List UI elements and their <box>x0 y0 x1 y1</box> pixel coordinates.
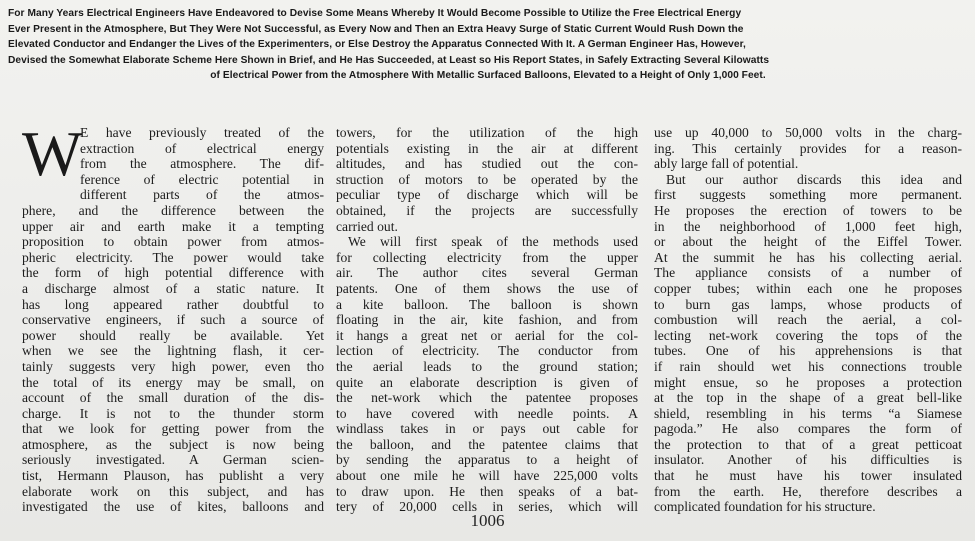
text-line: when we see the lightning flash, it cer- <box>22 343 324 359</box>
text-line: floating in the air, kite fashion, and from <box>336 312 638 328</box>
text-line: the protection to that of a great petticoat <box>654 436 962 452</box>
text-line: tery of 20,000 cells in series, which will <box>336 499 638 515</box>
text-line: ference of electric potential in <box>80 171 324 187</box>
text-line: E have previously treated of the <box>80 125 324 140</box>
text-line: carried out. <box>336 218 398 234</box>
text-line: to burn gas lamps, whose products of <box>654 296 962 312</box>
text-line: ing. This certainly provides for a reason- <box>654 140 962 156</box>
text-line: the total of its energy may be small, on <box>22 374 324 390</box>
text-line: the form of high potential difference with <box>22 265 324 281</box>
text-line: obtained, if the projects are successfully <box>336 202 638 218</box>
text-line: proposition to obtain power from atmos- <box>22 234 324 250</box>
text-line: has long appeared rather doubtful to <box>22 296 324 312</box>
text-line: combustion will reach the aerial, a col- <box>654 312 962 328</box>
text-line: the aerial leads to the ground station; <box>336 358 638 374</box>
page-number: 1006 <box>470 511 505 530</box>
text-line: to have covered with needle points. A <box>336 405 638 421</box>
text-line: But our author discards this idea and <box>666 171 962 187</box>
text-line: altitudes, and has studied out the con- <box>336 156 638 172</box>
text-line: air. The author cites several German <box>336 265 638 281</box>
text-line: power should really be available. Yet <box>22 327 324 343</box>
text-line: pheric electricity. The power would take <box>22 249 324 265</box>
text-line: lecting net-work covering the tops of the <box>654 327 962 343</box>
text-line: phere, and the difference between the <box>22 202 324 218</box>
text-line: the net-work which the patentee proposes <box>336 390 638 406</box>
text-line: that he must have his tower insulated <box>654 468 962 484</box>
text-line: lection of electricity. The conductor from <box>336 343 638 359</box>
text-line: pagoda.” He also compares the form of <box>654 421 962 437</box>
text-line: a kite balloon. The balloon is shown <box>336 296 638 312</box>
text-line: ably large fall of potential. <box>654 156 799 172</box>
text-line: seriously investigated. A German scien- <box>22 452 324 468</box>
text-line: investigated the use of kites, balloons and <box>22 499 324 515</box>
text-line: windlass takes in or pays out cable for <box>336 421 638 437</box>
text-line: from the atmosphere. The dif- <box>80 156 324 172</box>
text-line: in the neighborhood of 1,000 feet high, <box>654 218 962 234</box>
text-line: tubes. One of his apprehensions is that <box>654 343 962 359</box>
header-line: of Electrical Power from the Atmosphere With Metallic Surfaced Balloons, Elevated to a Height of Only 1,000 Feet. <box>210 70 766 81</box>
header-line: For Many Years Electrical Engineers Have Endeavored to Devise Some Means Whereby It Would Become Possible to Utilize the Free Electrical Energy <box>8 8 742 19</box>
text-line: it hangs a great net or aerial for the col- <box>336 327 638 343</box>
text-line: extraction of electrical energy <box>80 140 324 156</box>
text-line: might ensue, so he proposes a protection <box>654 374 962 390</box>
text-line: We will first speak of the methods used <box>348 234 638 250</box>
text-column-1 <box>22 118 324 515</box>
text-line: different parts of the atmos- <box>80 187 324 203</box>
text-line: patents. One of them shows the use of <box>336 280 638 296</box>
text-line: about one mile he will have 225,000 volts <box>336 468 638 484</box>
text-line: the balloon, and the patentee claims that <box>336 436 638 452</box>
header-line: Elevated Conductor and Endanger the Lives of the Experimenters, or Else Destroy the Apparatus Connected With It. A German Engineer Has, However, <box>8 39 746 50</box>
drop-cap: W <box>22 118 83 189</box>
text-line: insulator. Another of his difficulties is <box>654 452 962 468</box>
text-line: potentials existing in the air at different <box>336 140 638 156</box>
text-line: or about the height of the Eiffel Tower. <box>654 234 962 250</box>
text-line: The appliance consists of a number of <box>654 265 962 281</box>
text-line: that we look for getting power from the <box>22 421 324 437</box>
text-line: shield, resembling in his terms “a Siamese <box>654 405 962 421</box>
text-line: copper tubes; within each one he proposes <box>654 280 962 296</box>
text-line: complicated foundation for his structure. <box>654 499 876 515</box>
header-line: Devised the Somewhat Elaborate Scheme Here Shown in Brief, and He Has Succeeded, at Least so His Report States, in Safely Extracting Several Kilowatts <box>8 54 770 66</box>
text-line: to draw upon. He then speaks of a bat- <box>336 483 638 499</box>
text-line: tist, Hermann Plauson, has publisht a very <box>22 468 324 484</box>
text-line: use up 40,000 to 50,000 volts in the charg- <box>654 125 962 140</box>
text-column-2 <box>336 125 638 515</box>
text-line: at the top in the shape of a great bell-like <box>654 390 962 406</box>
text-line: if rain should wet his connections trouble <box>654 358 962 374</box>
header-line: Ever Present in the Atmosphere, But They Were Not Successful, as Every Now and Then an Extra Heavy Surge of Static Current Would Rush Down the <box>8 23 744 35</box>
text-line: charge. It is not to the thunder storm <box>22 405 324 421</box>
article-header <box>8 6 968 84</box>
text-line: atmosphere, as the subject is now being <box>22 436 324 452</box>
text-line: upper air and earth make it a tempting <box>22 218 324 234</box>
text-line: towers, for the utilization of the high <box>336 125 638 140</box>
text-line: He proposes the erection of towers to be <box>654 202 962 218</box>
text-column-3 <box>654 125 962 515</box>
text-line: for collecting electricity from the upper <box>336 249 638 265</box>
text-line: struction of motors to be operated by the <box>336 171 638 187</box>
text-line: quite an elaborate description is given of <box>336 374 638 390</box>
text-line: At the summit he has his collecting aerial. <box>654 249 962 265</box>
text-line: conservative engineers, if such a source of <box>22 312 324 328</box>
text-line: tainly suggests very high power, even tho <box>22 358 324 374</box>
text-line: peculiar type of discharge which will be <box>336 187 638 203</box>
text-line: by sending the apparatus to a height of <box>336 452 638 468</box>
text-line: from the earth. He, therefore describes a <box>654 483 962 499</box>
text-line: first suggests something more permanent. <box>654 187 962 203</box>
text-line: account of the small duration of the dis- <box>22 390 324 406</box>
text-line: elaborate work on this subject, and has <box>22 483 324 499</box>
text-line: a discharge almost of a static nature. It <box>22 280 324 296</box>
